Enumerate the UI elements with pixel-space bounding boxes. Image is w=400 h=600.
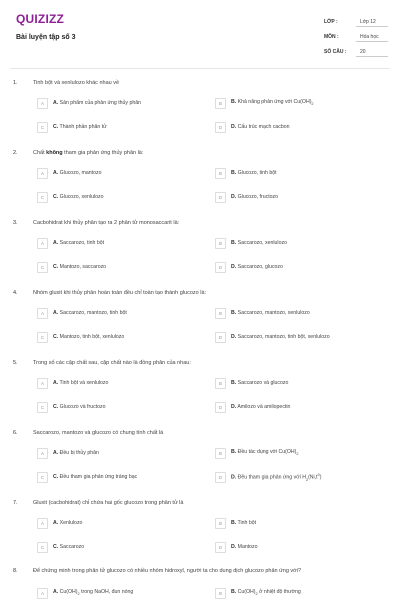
option-letter-box: A: [37, 308, 48, 319]
option-c[interactable]: [37, 331, 124, 343]
option-text: Thành phần phân tử: [59, 124, 107, 130]
question-number: 2.: [13, 150, 18, 156]
option-letter-box: B: [215, 308, 226, 319]
option-superscript: 0: [317, 472, 320, 477]
option-b[interactable]: [215, 377, 288, 389]
option-b[interactable]: [215, 167, 277, 179]
meta-label: SỐ CÂU :: [324, 48, 347, 55]
option-letter-box: C: [37, 542, 48, 553]
option-a[interactable]: [37, 377, 108, 389]
option-letter-box: C: [37, 262, 48, 273]
option-label: A.: [53, 450, 59, 456]
option-letter-box: B: [215, 168, 226, 179]
option-c[interactable]: [37, 121, 107, 133]
option-text: Saccarozo và glucozo: [237, 380, 289, 386]
option-letter-box: D: [215, 402, 226, 413]
option-label: D.: [231, 124, 237, 130]
option-letter-box: D: [215, 262, 226, 273]
option-text: Đều tham gia phản ứng tráng bạc: [59, 474, 138, 480]
option-text: Amilozo và amilopectin: [237, 404, 291, 410]
emphasis-text: không: [46, 150, 63, 156]
option-label: B.: [231, 99, 237, 106]
option-label: B.: [231, 170, 237, 176]
option-text: Saccarozo, glucozo: [237, 264, 283, 270]
option-a[interactable]: [37, 97, 141, 109]
option-label: B.: [231, 310, 237, 316]
option-d[interactable]: [215, 121, 290, 133]
option-subscript: 2: [296, 452, 299, 457]
meta-row-grade: [324, 14, 388, 29]
option-d[interactable]: [215, 541, 258, 553]
option-text: Glucozo, xenlulozo: [59, 194, 104, 200]
question-text: Gluxit (cacbohidrat) chỉ chứa hai gốc glucozo trong phân tử là: [33, 500, 184, 506]
meta-row-subject: [324, 29, 388, 44]
option-letter-box: A: [37, 168, 48, 179]
option-b[interactable]: B B. $Cu(OH)_2$ ở nhiệt độ thường: [215, 587, 301, 599]
question-number: 7.: [13, 500, 18, 506]
option-letter-box: D: [215, 192, 226, 203]
option-label: D.: [231, 474, 237, 481]
page-title: Bài luyện tập số 3: [16, 34, 76, 41]
option-text: Saccarozo: [59, 544, 85, 550]
option-text: Xenlulozo: [59, 520, 83, 526]
option-letter-box: C: [37, 472, 48, 483]
option-b[interactable]: [215, 517, 256, 529]
option-text: Saccarozo, mantozo, xenlulozo: [237, 310, 310, 316]
meta-label: LỚP :: [324, 18, 338, 25]
option-b[interactable]: [215, 447, 299, 459]
option-label: D.: [231, 264, 237, 270]
option-label: D.: [231, 194, 237, 200]
option-a[interactable]: A A. $Cu(OH)_2$ trong NaOH, đun nóng: [37, 587, 133, 599]
option-subscript: 2: [311, 102, 314, 107]
option-label: C.: [53, 404, 59, 410]
option-c[interactable]: [37, 471, 137, 483]
worksheet-header: [0, 0, 400, 72]
option-letter-box: C: [37, 192, 48, 203]
option-a[interactable]: [37, 517, 82, 529]
option-text: Glucozo, fructozo: [237, 194, 279, 200]
option-label: C.: [53, 474, 59, 480]
option-subscript: 2: [305, 477, 309, 482]
option-text: Saccarozo, mantozo, tinh bột, xenlulozo: [237, 334, 330, 340]
question-number: 1.: [13, 80, 18, 86]
option-a[interactable]: [37, 447, 99, 459]
option-b[interactable]: [215, 97, 314, 109]
option-text: Mantozo, saccarozo: [59, 264, 107, 270]
option-label: A.: [53, 240, 59, 246]
option-c[interactable]: [37, 191, 103, 203]
option-letter-box: A: [37, 98, 48, 109]
worksheet-meta: [324, 14, 388, 59]
option-letter-box: A: [37, 588, 48, 599]
option-label: B.: [231, 520, 237, 526]
option-letter-box: B: [215, 588, 226, 599]
option-c[interactable]: [37, 541, 84, 553]
option-text: Cu(OH): [59, 589, 78, 596]
question-text: Chất không tham gia phản ứng thủy phân là:: [33, 150, 144, 156]
option-label: B.: [231, 380, 237, 386]
option-letter-box: A: [37, 448, 48, 459]
option-a[interactable]: [37, 307, 127, 319]
option-label: C.: [53, 194, 59, 200]
question-text: Cacbohidrat khi thủy phân tạo ra 2 phân tử monosaccarit là:: [33, 220, 180, 226]
option-label: A.: [53, 170, 59, 176]
option-text: Saccarozo, mantozo, tinh bột: [59, 310, 127, 316]
option-text: Saccarozo, tinh bột: [59, 240, 105, 246]
option-label: D.: [231, 334, 237, 340]
option-label: B.: [231, 589, 237, 596]
option-label: B.: [231, 449, 237, 456]
option-letter-box: D: [215, 542, 226, 553]
meta-value: Hóa học: [356, 32, 388, 42]
option-d[interactable]: [215, 401, 290, 413]
option-letter-box: B: [215, 238, 226, 249]
option-text: Tinh bột: [237, 520, 257, 526]
meta-row-question-count: [324, 44, 388, 59]
question-text: Trong số các cặp chất sau, cặp chất nào là đồng phân của nhau:: [33, 360, 191, 366]
quizizz-logo: QUIZIZZ: [16, 12, 65, 26]
option-letter-box: B: [215, 378, 226, 389]
option-a[interactable]: [37, 237, 104, 249]
question-number: 5.: [13, 360, 18, 366]
option-label: A.: [53, 100, 59, 106]
question-number: 3.: [13, 220, 18, 226]
meta-value: 20: [356, 47, 388, 57]
option-letter-box: D: [215, 332, 226, 343]
option-text: Đều bị thủy phân: [59, 450, 99, 456]
question-number: 6.: [13, 430, 18, 436]
option-label: C.: [53, 264, 59, 270]
option-letter-box: D: [215, 122, 226, 133]
option-c[interactable]: [37, 401, 106, 413]
option-text: Cấu trúc mạch cacbon: [237, 124, 290, 130]
question-text: Saccarozo, mantozo và glucozo có chung tính chất là: [33, 430, 164, 436]
option-label: D.: [231, 544, 237, 550]
option-d[interactable]: [215, 261, 283, 273]
option-letter-box: D: [215, 472, 226, 483]
option-text: Mantozo, tinh bột, xenlulozo: [59, 334, 125, 340]
option-label: D.: [231, 404, 237, 410]
option-text: Glucozo và fructozo: [59, 404, 106, 410]
option-text: Đều tham gia phản ứng với H: [237, 474, 306, 481]
question-text: Nhóm gluxit khi thủy phân hoàn toàn đều chỉ toàn tạo thành glucozo là:: [33, 290, 207, 296]
option-letter-box: B: [215, 98, 226, 109]
question-text: Tinh bột và xenlulozo khác nhau về: [33, 80, 120, 86]
option-label: C.: [53, 334, 59, 340]
meta-label: MÔN :: [324, 33, 339, 40]
meta-value: Lớp 12: [356, 17, 388, 27]
question-text: Để chứng minh trong phân tử glucozo có nhiều nhóm hidroxyl, người ta cho dung dịch glucozo phản ứng với?: [33, 568, 302, 574]
option-d[interactable]: [215, 331, 330, 343]
question-number: 4.: [13, 290, 18, 296]
option-text: Sản phẩm của phản ứng thủy phân: [59, 100, 141, 106]
option-letter-box: A: [37, 238, 48, 249]
option-b[interactable]: [215, 237, 287, 249]
option-a[interactable]: [37, 167, 101, 179]
option-d[interactable]: D D. Đều tham gia phản ứng với $H_2(Ni,t^0)$: [215, 471, 321, 483]
option-text: Đều tác dụng với Cu(OH): [237, 449, 297, 456]
option-subscript: 2: [77, 592, 80, 597]
option-c[interactable]: [37, 261, 106, 273]
option-letter-box: A: [37, 378, 48, 389]
option-label: A.: [53, 380, 59, 386]
option-text: Saccarozo, xenlulozo: [237, 240, 287, 246]
header-divider: [10, 68, 390, 69]
option-label: C.: [53, 544, 59, 550]
option-b[interactable]: [215, 307, 310, 319]
option-letter-box: B: [215, 448, 226, 459]
option-d[interactable]: [215, 191, 278, 203]
option-text: Mantozo: [237, 544, 258, 550]
option-label: B.: [231, 240, 237, 246]
option-label: C.: [53, 124, 59, 130]
option-letter-box: B: [215, 518, 226, 529]
option-letter-box: C: [37, 332, 48, 343]
option-letter-box: C: [37, 402, 48, 413]
option-label: A.: [53, 520, 59, 526]
option-subscript: 2: [255, 592, 258, 597]
option-text: Cu(OH): [237, 589, 256, 596]
option-label: A.: [53, 310, 59, 316]
option-text: Tinh bột và xenlulozo: [59, 380, 109, 386]
option-text: Glucozo, tinh bột: [237, 170, 277, 176]
question-number: 8.: [13, 568, 18, 574]
option-text: Glucozo, mantozo: [59, 170, 102, 176]
option-text: Khả năng phản ứng với Cu(OH): [237, 99, 312, 106]
option-label: A.: [53, 589, 59, 596]
option-letter-box: C: [37, 122, 48, 133]
option-letter-box: A: [37, 518, 48, 529]
